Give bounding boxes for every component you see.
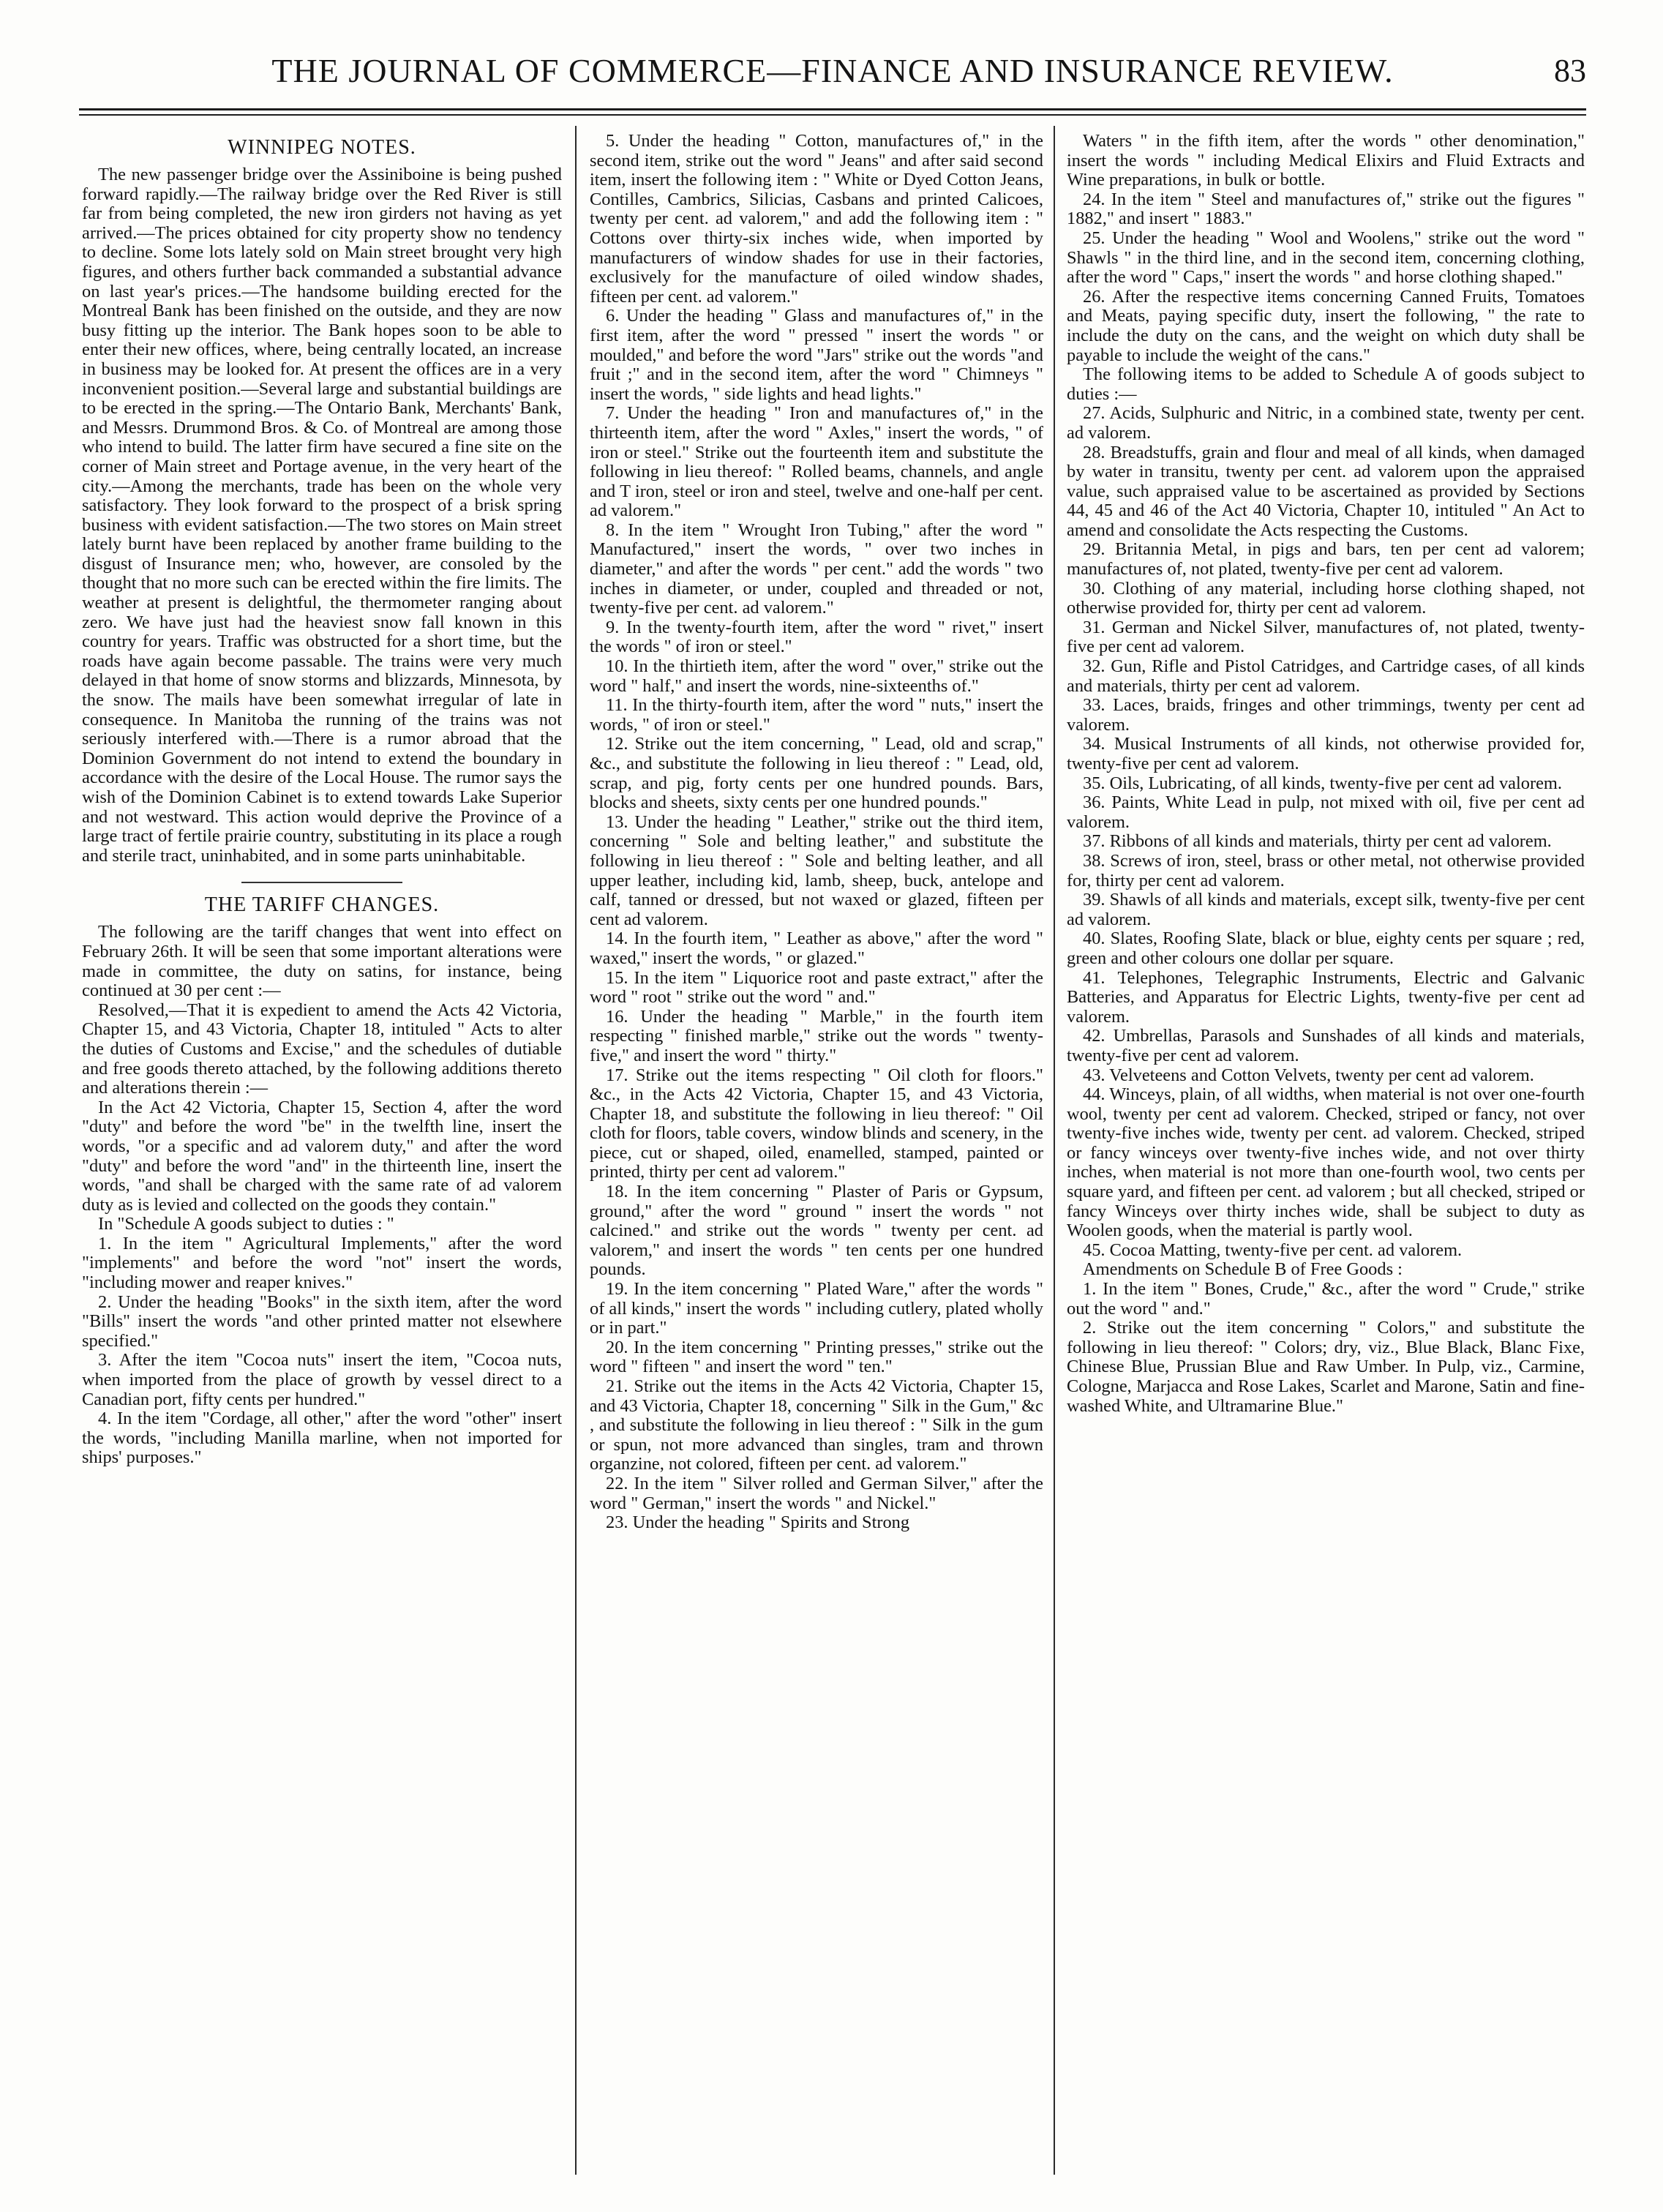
tariff-paragraph: 26. After the respective items concerning Canned Fruits, Tomatoes and Meats, paying specific duty, insert the following, " the rate to include the duty on the cans, and the weight on which duty shall be payable to include the weight of the cans." [1067,286,1585,365]
tariff-paragraph: 22. In the item " Silver rolled and German Silver," after the word " German," insert the words " and Nickel." [590,1473,1043,1513]
tariff-paragraph: 36. Paints, White Lead in pulp, not mixed with oil, five per cent ad valorem. [1067,792,1585,832]
tariff-paragraph: 38. Screws of iron, steel, brass or other metal, not otherwise provided for, thirty per cent ad valorem. [1067,850,1585,891]
tariff-paragraph: 10. In the thirtieth item, after the word " over," strike out the word " half," and insert the words, nine-sixteenths of." [590,656,1043,696]
tariff-paragraph: Waters " in the fifth item, after the words " other denomination," insert the words " including Medical Elixirs and Fluid Extracts and Wine preparations, in bulk or bottle. [1067,132,1585,190]
tariff-paragraph: 45. Cocoa Matting, twenty-five per cent. ad valorem. [1083,1240,1463,1260]
header-rule [79,108,1586,110]
tariff-paragraph: 13. Under the heading " Leather," strike out the third item, concerning " Sole and belting leather," and substitute the following in lieu thereof : " Sole and belting leather, and all upper leather, including kid, lamb, sheep, buck, antelope and calf, tanned or dressed, but not waxed or glazed, fifteen per cent ad valorem. [590,811,1043,929]
tariff-paragraph: 43. Velveteens and Cotton Velvets, twenty per cent ad valorem. [1083,1065,1534,1085]
column-divider-1 [575,126,577,2175]
tariff-paragraph: 8. In the item " Wrought Iron Tubing," after the word " Manufactured," insert the words, " over two inches in diameter," and after the words " per cent." add the words " two inches in diameter, or under, coupled and threaded or not, twenty-five per cent. ad valorem." [590,520,1043,618]
tariff-paragraph: 14. In the fourth item, " Leather as above," after the word " waxed," insert the words, " or glazed." [590,929,1043,968]
tariff-paragraph: In the Act 42 Victoria, Chapter 15, Section 4, after the word "duty" and before the word "be" in the twelfth line, insert the words, "or a specific and ad valorem duty," and after the word "duty" and before the word "and" in the thirteenth line, insert the words, "and shall be charged with the same rate of ad valorem duty as is levied and collected on the goods they contain." [82,1097,562,1215]
column-1 [82,132,562,2195]
tariff-changes-heading: THE TARIFF CHANGES. [204,893,440,917]
tariff-paragraph: The following are the tariff changes that went into effect on February 26th. It will be seen that some important alterations were made in committee, the duty on satins, for instance, being continued at 30 per cent :— [82,922,562,1001]
tariff-paragraph: The following items to be added to Schedule A of goods subject to duties :— [1067,364,1585,404]
tariff-paragraph: 1. In the item " Bones, Crude," &c., after the word " Crude," strike out the word " and." [1067,1279,1585,1319]
tariff-paragraph: Resolved,—That it is expedient to amend the Acts 42 Victoria, Chapter 15, and 43 Victoria, Chapter 18, intituled " Acts to alter the duties of Customs and Excise," and the schedules of dutiable and free goods thereto attached, by the following additions thereto and alterations therein :— [82,1000,562,1098]
winnipeg-notes-body: The new passenger bridge over the Assiniboine is being pushed forward rapidly.—The railway bridge over the Red River is still far from being completed, the new iron girders not having as yet arrived.—The prices obtained for city property show no tendency to decline. Some lots lately sold on Main street brought very high figures, and others further back commanded a substantial advance on last year's prices.—The handsome building erected for the Montreal Bank has been finished on the outside, and they are now busy fitting up the interior. The Bank hopes soon to be able to enter their new offices, where, being centrally located, an increase in business may be looked for. At present the offices are in a very inconvenient position.—Several large and substantial buildings are to be erected in the spring.—The Ontario Bank, Merchants' Bank, and Messrs. Drummond Bros. & Co. of Montreal are among those who intend to build. The latter firm have secured a fine site on the corner of Main street and Portage avenue, in the very heart of the city.—Among the merchants, trade has been on the whole very satisfactory. They look forward to the prospect of a brisk spring business with evident satisfaction.—The two stores on Main street lately burnt have been replaced by another frame building to the disgust of Insurance men; who, however, are consoled by the thought that no more such can be erected within the fire limits. The weather at present is delightful, the thermometer ranging about zero. We have just had the heaviest snow fall known in this country for years. Traffic was obstructed for a short time, but the roads have again become passable. The trains were very much delayed in that home of snow storms and blizzards, Minnesota, by the snow. The mails have been somewhat irregular of late in consequence. In Manitoba the running of the trains was not seriously interfered with.—There is a rumor abroad that the Dominion Government do not intend to extend the boundary in accordance with the desire of the Local House. The rumor says the wish of the Dominion Cabinet is to extend towards Lake Superior and not westward. This action would deprive the Province of a large tract of fertile prairie country, substituting in its place a rough and sterile tract, uninhabited, and in some parts uninhabitable. [82,165,562,866]
tariff-paragraph: 42. Umbrellas, Parasols and Sunshades of all kinds and materials, twenty-five per cent ad valorem. [1067,1026,1585,1065]
tariff-paragraph: 2. Strike out the item concerning " Colors," and substitute the following in lieu thereof: " Colors; dry, viz., Blue Black, Blanc Fixe, Chinese Blue, Prussian Blue and Raw Umber. In Pulp, viz., Carmine, Cologne, Marjacca and Rose Lakes, Scarlet and Marone, Satin and fine-washed White, and Ultramarine Blue." [1067,1318,1585,1416]
tariff-paragraph: 41. Telephones, Telegraphic Instruments, Electric and Galvanic Batteries, and Apparatus for Electric Lights, twenty-five per cent ad valorem. [1067,967,1585,1027]
tariff-paragraph: 15. In the item " Liquorice root and paste extract," after the word " root " strike out the word " and." [590,967,1043,1008]
section-divider [241,882,402,883]
tariff-paragraph: 19. In the item concerning " Plated Ware," after the words " of all kinds," insert the words " including cutlery, plated wholly or in part." [590,1279,1043,1338]
tariff-paragraph: 35. Oils, Lubricating, of all kinds, twenty-five per cent ad valorem. [1083,773,1562,793]
tariff-paragraph: 7. Under the heading " Iron and manufactures of," in the thirteenth item, after the word " Axles," insert the words, " of iron or steel." Strike out the fourteenth item and substitute the following in lieu thereof: " Rolled beams, channels, and angle and T iron, steel or iron and steel, twelve and one-half per cent. ad valorem." [590,403,1043,521]
tariff-paragraph: 34. Musical Instruments of all kinds, not otherwise provided for, twenty-five per cent ad valorem. [1067,734,1585,773]
tariff-paragraph: 37. Ribbons of all kinds and materials, thirty per cent ad valorem. [1083,831,1552,852]
winnipeg-notes-heading: WINNIPEG NOTES. [228,136,416,159]
tariff-paragraph: 11. In the thirty-fourth item, after the word " nuts," insert the words, " of iron or steel." [590,695,1043,735]
tariff-paragraph: 24. In the item " Steel and manufactures of," strike out the figures " 1882," and insert " 1883." [1067,189,1585,229]
running-title: THE JOURNAL OF COMMERCE—FINANCE AND INSURANCE REVIEW. [271,52,1394,89]
tariff-paragraph: 29. Britannia Metal, in pigs and bars, ten per cent ad valorem; manufactures of, not plated, twenty-five per cent ad valorem. [1067,539,1585,580]
column-divider-2 [1054,126,1055,2175]
tariff-paragraph: 31. German and Nickel Silver, manufactures of, not plated, twenty-five per cent ad valorem. [1067,617,1585,657]
tariff-paragraph: 21. Strike out the items in the Acts 42 Victoria, Chapter 15, and 43 Victoria, Chapter 18, concerning " Silk in the Gum," &c , and substitute the following in lieu thereof : " Silk in the gum or spun, not more advanced than singles, tram and thrown organzine, not colored, fifteen per cent. ad valorem." [590,1376,1043,1474]
tariff-paragraph: 25. Under the heading " Wool and Woolens," strike out the word " Shawls " in the third line, and in the second item, concerning clothing, after the word " Caps," insert the words " and horse clothing shaped." [1067,228,1585,288]
tariff-paragraph: 44. Winceys, plain, of all widths, when material is not over one-fourth wool, twenty per cent ad valorem. Checked, striped or fancy, not over twenty-five inches wide, twenty per cent. ad valorem. Checked, striped or fancy winceys over twenty-five inches wide, and not over thirty inches, when material is not more than one-fourth wool, two cents per square yard, and fifteen per cent. ad valorem ; but all checked, striped or fancy Winceys over thirty inches wide, shall be subject to duty as Woolen goods, when the material is partly wool. [1067,1084,1585,1241]
column-2 [590,132,1043,2195]
tariff-paragraph: 2. Under the heading "Books" in the sixth item, after the word "Bills" insert the words "and other printed matter not elsewhere specified." [82,1291,562,1351]
tariff-paragraph: 6. Under the heading " Glass and manufactures of," in the first item, after the word " pressed " insert the words " or moulded," and before the word "Jars" strike out the words "and fruit ;" and in the second item, after the word " Chimneys " insert the words, " side lights and head lights." [590,306,1043,404]
tariff-paragraphs-col-3 [1067,132,1585,1416]
header-rule-secondary [79,114,1586,116]
tariff-paragraph: 1. In the item " Agricultural Implements," after the word "implements" and before the word "not" insert the words, "including mower and reaper knives." [82,1233,562,1293]
tariff-paragraph: 20. In the item concerning " Printing presses," strike out the word " fifteen " and insert the word " ten." [590,1337,1043,1377]
tariff-paragraph: 16. Under the heading " Marble," in the fourth item respecting " finished marble," strike out the words " twenty-five," and insert the word " thirty." [590,1006,1043,1065]
tariff-paragraph: In "Schedule A goods subject to duties : " [98,1214,394,1234]
tariff-paragraphs-col-1 [82,923,562,1468]
tariff-paragraph: 12. Strike out the item concerning, " Lead, old and scrap," &c., and substitute the following in lieu thereof : " Lead, old, scrap, and pig, forty cents per one hundred pounds. Bars, blocks and sheets, sixty cents per one hundred pounds." [590,734,1043,813]
tariff-paragraph: 33. Laces, braids, fringes and other trimmings, twenty per cent ad valorem. [1067,695,1585,735]
tariff-paragraphs-col-2 [590,132,1043,1533]
tariff-paragraph: 23. Under the heading " Spirits and Strong [606,1512,910,1533]
tariff-paragraph: 27. Acids, Sulphuric and Nitric, in a combined state, twenty per cent. ad valorem. [1067,403,1585,443]
tariff-paragraph: 5. Under the heading " Cotton, manufactures of," in the second item, strike out the word " Jeans" and after said second item, insert the following item : " White or Dyed Cotton Jeans, Contilles, Cambrics, Silicias, Casbans and printed Calicoes, twenty per cent. ad valorem," and add the following item : " Cottons over thirty-six inches wide, when imported by manufacturers of window shades for use in their factories, exclusively for the manufacture of oiled window shades, fifteen per cent. ad valorem." [590,132,1043,307]
tariff-paragraph: Amendments on Schedule B of Free Goods : [1083,1259,1403,1280]
tariff-paragraph: 30. Clothing of any material, including horse clothing shaped, not otherwise provided for, thirty per cent ad valorem. [1067,578,1585,618]
tariff-paragraph: 17. Strike out the items respecting " Oil cloth for floors." &c., in the Acts 42 Victoria, Chapter 15, and 43 Victoria, Chapter 18, and substitute the following in lieu thereof: " Oil cloth for floors, table covers, window blinds and scenery, in the piece, cut or shaped, oiled, enamelled, stamped, painted or printed, thirty per cent ad valorem." [590,1065,1043,1182]
tariff-paragraph: 18. In the item concerning " Plaster of Paris or Gypsum, ground," after the word " ground " insert the words " not calcined." and strike out the words " twenty per cent. ad valorem," and insert the words " ten cents per one hundred pounds. [590,1182,1043,1280]
tariff-paragraph: 39. Shawls of all kinds and materials, except silk, twenty-five per cent ad valorem. [1067,890,1585,929]
tariff-paragraph: 9. In the twenty-fourth item, after the word " rivet," insert the words " of iron or steel." [590,617,1043,657]
tariff-paragraph: 28. Breadstuffs, grain and flour and meal of all kinds, when damaged by water in transitu, twenty per cent. ad valorem upon the appraised value, such appraised value to be ascertained as provided by Sections 44, 45 and 46 of the Act 40 Victoria, Chapter 10, intituled " An Act to amend and consolidate the Acts respecting the Customs. [1067,442,1585,540]
tariff-paragraph: 32. Gun, Rifle and Pistol Catridges, and Cartridge cases, of all kinds and materials, thirty per cent ad valorem. [1067,656,1585,696]
column-3 [1067,132,1585,2195]
masthead [79,47,1586,95]
tariff-paragraph: 3. After the item "Cocoa nuts" insert the item, "Cocoa nuts, when imported from the place of growth by vessel direct to a Canadian port, fifty cents per hundred." [82,1350,562,1409]
page-number: 83 [1554,53,1586,89]
tariff-paragraph: 4. In the item "Cordage, all other," after the word "other" insert the words, "including Manilla marline, when not imported for ships' purposes." [82,1409,562,1468]
tariff-paragraph: 40. Slates, Roofing Slate, black or blue, eighty cents per square ; red, green and other colours one dollar per square. [1067,929,1585,968]
